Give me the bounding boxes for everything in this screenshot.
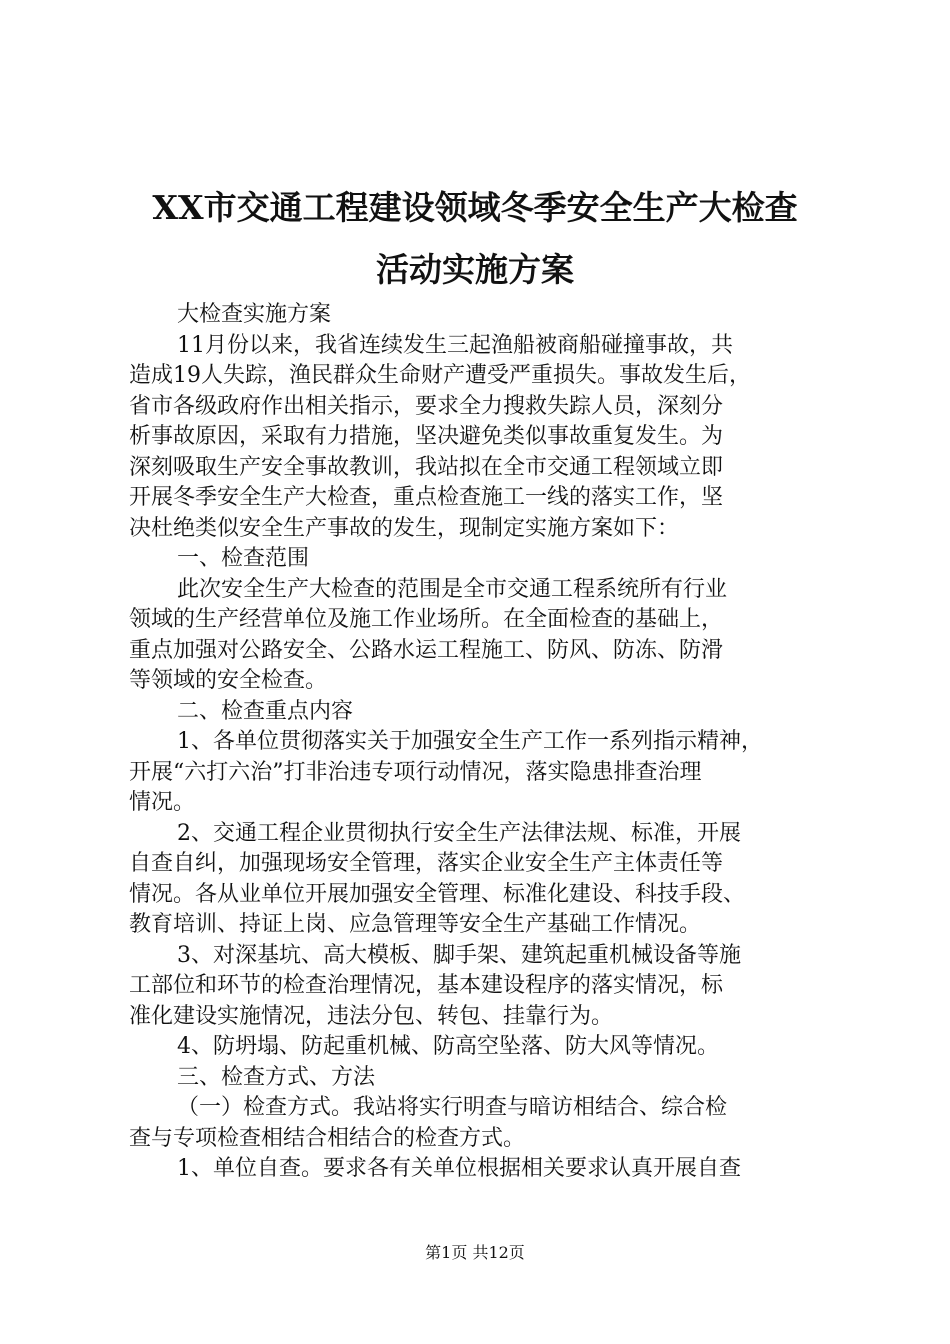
text-line: 1、各单位贯彻落实关于加强安全生产工作一系列指示精神， bbox=[177, 729, 763, 754]
text-line: 析事故原因，采取有力措施，坚决避免类似事故重复发生。为 bbox=[129, 424, 724, 449]
text-line: 深刻吸取生产安全事故教训，我站拟在全市交通工程领域立即 bbox=[129, 454, 724, 480]
section-heading: 二、检查重点内容 bbox=[177, 698, 354, 724]
document-title-line-1: XX市交通工程建设领域冬季安全生产大检查 bbox=[152, 188, 798, 227]
text-line: 此次安全生产大检查的范围是全市交通工程系统所有行业 bbox=[177, 576, 728, 602]
text-line: 领域的生产经营单位及施工作业场所。在全面检查的基础上， bbox=[129, 607, 724, 632]
document-title-line-2: 活动实施方案 bbox=[376, 250, 574, 289]
text-line: 11月份以来，我省连续发生三起渔船被商船碰撞事故，共 bbox=[177, 332, 733, 358]
text-line: 自查自纠，加强现场安全管理，落实企业安全生产主体责任等 bbox=[129, 851, 724, 876]
text-line: 开展“六打六治”打非治违专项行动情况，落实隐患排查治理 bbox=[129, 759, 702, 785]
text-line: 准化建设实施情况，违法分包、转包、挂靠行为。 bbox=[129, 1003, 614, 1029]
text-line: 教育培训、持证上岗、应急管理等安全生产基础工作情况。 bbox=[129, 912, 702, 937]
text-line: 开展冬季安全生产大检查，重点检查施工一线的落实工作，坚 bbox=[129, 485, 724, 510]
text-line: 查与专项检查相结合相结合的检查方式。 bbox=[129, 1125, 526, 1151]
page-footer: 第1页 共12页 bbox=[425, 1243, 525, 1262]
text-line: 情况。 bbox=[129, 790, 196, 815]
text-line: （一）检查方式。我站将实行明查与暗访相结合、综合检 bbox=[177, 1095, 728, 1120]
text-line: 决杜绝类似安全生产事故的发生，现制定实施方案如下： bbox=[129, 515, 680, 541]
section-heading: 三、检查方式、方法 bbox=[177, 1064, 376, 1090]
text-line: 2、交通工程企业贯彻执行安全生产法律法规、标准，开展 bbox=[177, 820, 741, 846]
text-line: 工部位和环节的检查治理情况，基本建设程序的落实情况，标 bbox=[129, 973, 724, 998]
text-line: 3、对深基坑、高大模板、脚手架、建筑起重机械设备等施 bbox=[177, 942, 741, 968]
text-line: 重点加强对公路安全、公路水运工程施工、防风、防冻、防滑 bbox=[129, 637, 724, 663]
text-line: 1、单位自查。要求各有关单位根据相关要求认真开展自查 bbox=[177, 1156, 741, 1181]
section-heading: 一、检查范围 bbox=[177, 546, 310, 571]
text-line: 省市各级政府作出相关指示，要求全力搜救失踪人员，深刻分 bbox=[129, 393, 724, 419]
document-body bbox=[129, 300, 841, 1185]
text-line: 等领域的安全检查。 bbox=[129, 668, 328, 693]
text-line: 大检查实施方案 bbox=[177, 302, 332, 327]
text-line: 造成19人失踪，渔民群众生命财产遭受严重损失。事故发生后， bbox=[129, 363, 751, 388]
text-line: 情况。各从业单位开展加强安全管理、标准化建设、科技手段、 bbox=[129, 881, 746, 907]
text-line: 4、防坍塌、防起重机械、防高空坠落、防大风等情况。 bbox=[177, 1034, 719, 1059]
